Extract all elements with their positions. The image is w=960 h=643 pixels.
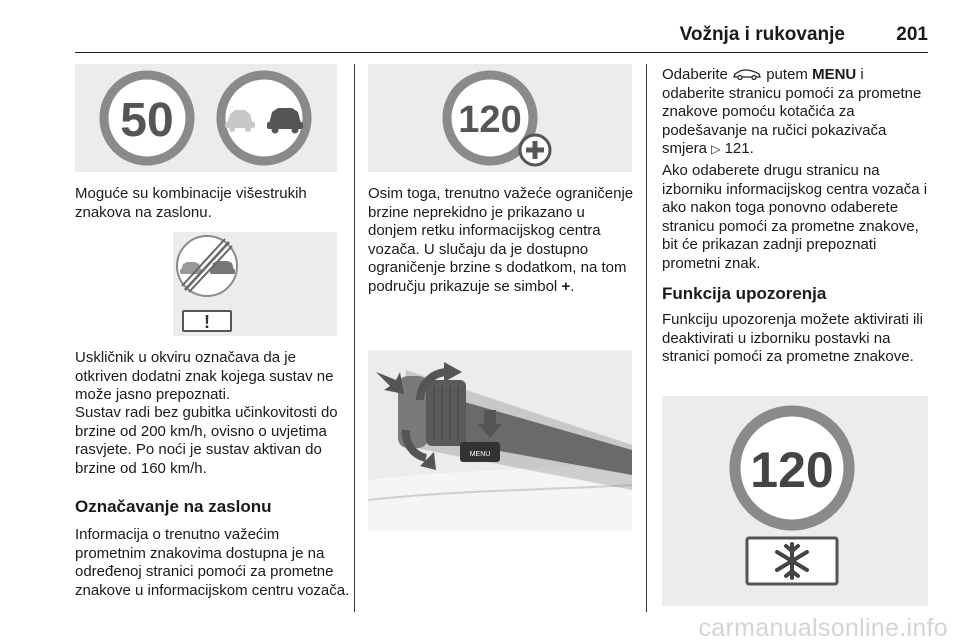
menu-button-label: MENU [469, 451, 491, 458]
heading-warning-function: Funkcija upozorenja [662, 284, 827, 303]
figure-end-sign-svg [173, 232, 337, 336]
car-icon [732, 68, 762, 80]
header-rule [75, 52, 928, 53]
page-number: 201 [896, 24, 928, 45]
end-of-no-overtaking-sign-icon [177, 236, 237, 296]
paragraph-current-limit: Osim toga, trenutno važeće ograničenje brzine neprekidno je prikazano u donjem retku informacijskog centra vozača. U slučaju da je dostupno ograničenje brzine s dodatkom, na tom području prikazuje se simbol +. [368, 185, 634, 295]
paragraph-speed-range: Sustav radi bez gubitka učinkovitosti do brzine od 200 km/h, ovisno o uvjetima rasvjete. Po noći je sustav aktivan do brzine od 160 km/h. [75, 404, 338, 477]
column-divider-2 [646, 64, 647, 612]
running-header: Vožnja i rukovanje [679, 24, 845, 45]
figure-speed-limit-snowflake [662, 396, 928, 606]
sign-speed-120-text: 120 [458, 99, 522, 141]
menu-keyword: MENU [812, 66, 857, 83]
paragraph-exclamation: Uskličnik u okviru označava da je otkriven dodatni znak kojega sustav ne može jasno prepoznati. [75, 349, 334, 403]
figure-signs-svg [75, 64, 337, 172]
watermark: carmanualsonline.info [698, 614, 948, 642]
page-reference-number: 121 [724, 140, 750, 157]
paragraph-display-info: Informacija o trenutno važećim prometnim znakovima dostupna je na određenoj stranici pomoći za prometne znakove u informacijskom centru vozača. [75, 526, 350, 599]
figure-120-snow-svg [662, 396, 928, 606]
exclamation-mark-text: ! [204, 312, 210, 332]
sign-speed-120-large-text: 120 [750, 442, 834, 498]
figure-120-plus-svg [368, 64, 632, 172]
paragraph-combinations: Moguće su kombinacije višestrukih znakova na zaslonu. [75, 185, 307, 221]
figure-lever-svg [368, 350, 632, 531]
sign-speed-50-text: 50 [120, 94, 174, 147]
plus-symbol: + [561, 277, 571, 295]
figure-speed-limit-with-plus [368, 64, 632, 172]
plus-icon [520, 135, 550, 165]
heading-display-indication: Označavanje na zaslonu [75, 497, 272, 516]
figure-speed-limit-and-no-overtaking [75, 64, 337, 172]
press-arrow-icon [376, 372, 404, 394]
figure-turn-signal-lever [368, 350, 632, 531]
paragraph-select-page: Odaberite putem MENU i odaberite stranicu pomoći za prometne znakove pomoću kotačića za podešavanje na ručici pokazivača smjera ▷ 121. [662, 66, 922, 157]
no-overtaking-sign-icon [217, 71, 311, 165]
page-reference-icon: ▷ [711, 142, 721, 156]
paragraph-warning-function: Funkciju upozorenja možete aktivirati ili deaktivirati u izborniku postavki na stranici pomoći za prometne znakove. [662, 311, 923, 365]
figure-end-of-restriction-with-exclamation [173, 232, 337, 336]
paragraph-other-page: Ako odaberete drugu stranicu na izborniku informacijskog centra vozača i ako nakon toga ponovno odaberete stranicu pomoći za prometne znakove, bit će prikazan zadnji prepoznati prometni znak. [662, 162, 928, 272]
column-divider-1 [354, 64, 355, 612]
